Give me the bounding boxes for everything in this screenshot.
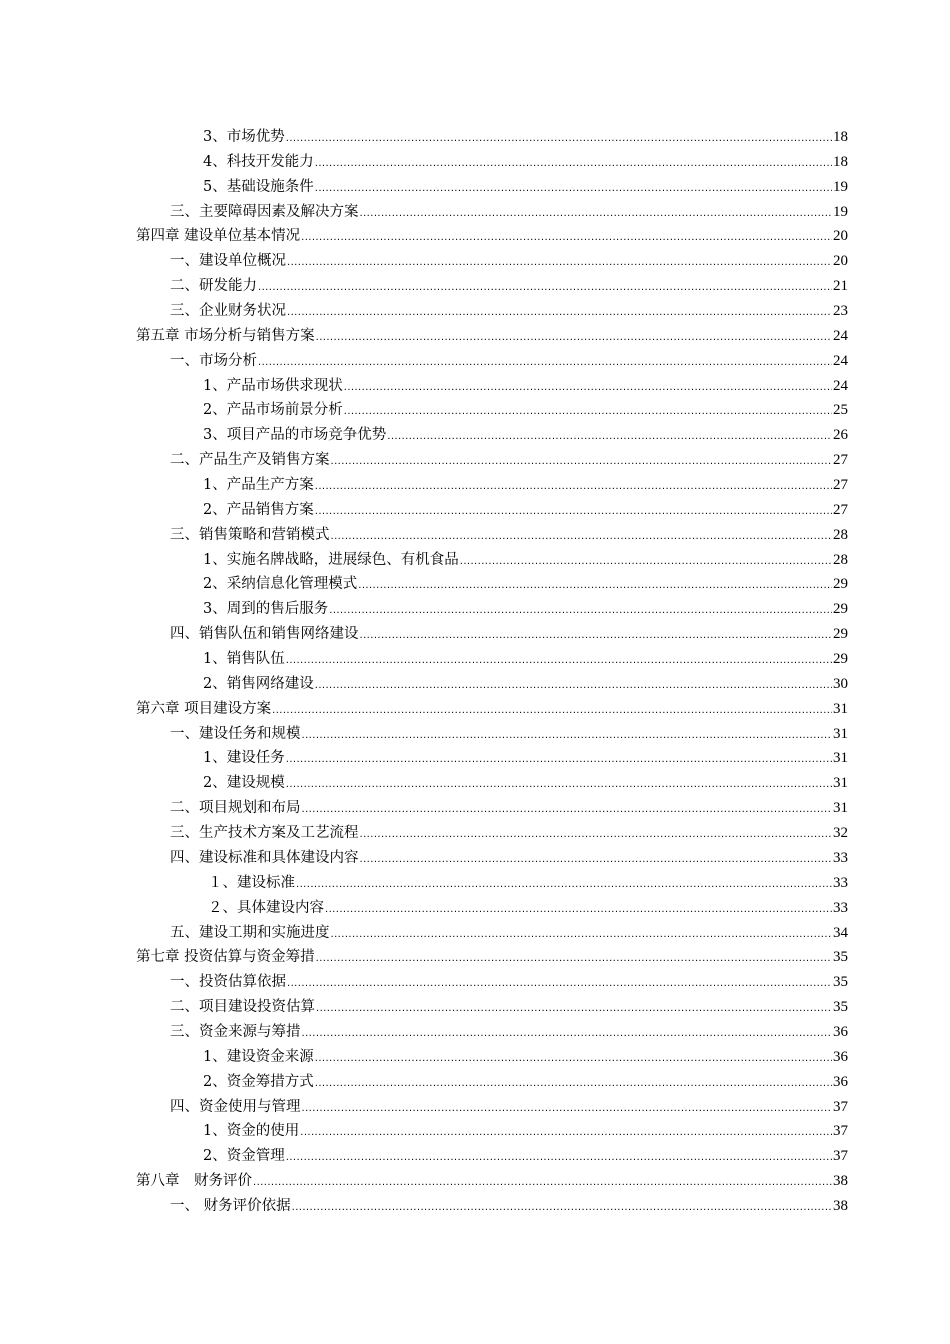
toc-entry[interactable] bbox=[0, 970, 848, 995]
toc-entry-label: 二、项目规划和布局 bbox=[170, 800, 301, 817]
toc-dot-leader bbox=[360, 823, 833, 848]
toc-page-number: 35 bbox=[833, 949, 848, 966]
toc-dot-leader bbox=[302, 724, 833, 749]
toc-entry[interactable] bbox=[0, 672, 848, 697]
toc-entry[interactable] bbox=[0, 125, 848, 150]
toc-page-number: 31 bbox=[833, 750, 848, 767]
toc-entry[interactable] bbox=[0, 647, 848, 672]
toc-entry-label: 1、资金的使用 bbox=[203, 1123, 300, 1140]
toc-entry-label: 四、建设标准和具体建设内容 bbox=[170, 849, 359, 866]
toc-dot-leader bbox=[286, 773, 832, 798]
toc-entry[interactable] bbox=[0, 423, 848, 448]
toc-entry-label: 3、市场优势 bbox=[203, 129, 285, 145]
toc-page-number: 33 bbox=[833, 874, 848, 891]
toc-page-number: 27 bbox=[833, 452, 848, 469]
toc-dot-leader bbox=[258, 351, 832, 376]
toc-page-number: 23 bbox=[833, 303, 848, 320]
toc-entry[interactable] bbox=[0, 1045, 848, 1070]
toc-entry-label: 1、建设资金来源 bbox=[203, 1048, 314, 1065]
toc-dot-leader bbox=[315, 475, 832, 500]
toc-entry-label: 四、销售队伍和销售网络建设 bbox=[170, 626, 359, 643]
toc-page-number: 31 bbox=[833, 775, 848, 792]
toc-entry[interactable] bbox=[0, 274, 848, 299]
toc-page-number: 31 bbox=[833, 700, 848, 717]
toc-entry[interactable] bbox=[0, 896, 848, 921]
toc-page-number: 38 bbox=[833, 1173, 848, 1190]
toc-entry[interactable] bbox=[0, 523, 848, 548]
toc-entry-label: 3、周到的售后服务 bbox=[203, 601, 329, 618]
toc-page-number: 31 bbox=[833, 800, 848, 817]
toc-page-number: 30 bbox=[833, 675, 848, 692]
toc-entry[interactable] bbox=[0, 572, 848, 597]
toc-page-number: 35 bbox=[833, 999, 848, 1016]
toc-entry[interactable] bbox=[0, 473, 848, 498]
toc-dot-leader bbox=[253, 1171, 832, 1196]
toc-dot-leader bbox=[287, 301, 832, 326]
toc-dot-leader bbox=[286, 748, 832, 773]
toc-entry[interactable] bbox=[0, 1020, 848, 1045]
toc-entry[interactable] bbox=[0, 249, 848, 274]
toc-entry-label: 一、市场分析 bbox=[170, 352, 257, 369]
toc-entry-label: 2、采纳信息化管理模式 bbox=[203, 576, 358, 593]
toc-dot-leader bbox=[331, 923, 833, 948]
toc-page-number: 36 bbox=[833, 1048, 848, 1065]
toc-page-number: 18 bbox=[833, 129, 848, 145]
toc-entry-label: 2、产品销售方案 bbox=[203, 501, 314, 518]
toc-dot-leader bbox=[387, 425, 832, 450]
toc-entry[interactable] bbox=[0, 1119, 848, 1144]
toc-dot-leader bbox=[287, 251, 832, 276]
toc-dot-leader bbox=[360, 848, 833, 873]
toc-dot-leader bbox=[315, 1072, 832, 1097]
toc-entry[interactable] bbox=[0, 299, 848, 324]
toc-page-number: 27 bbox=[833, 501, 848, 518]
toc-dot-leader bbox=[302, 1022, 833, 1047]
toc-entry[interactable] bbox=[0, 349, 848, 374]
toc-entry[interactable] bbox=[0, 398, 848, 423]
toc-entry-label: 三、销售策略和营销模式 bbox=[170, 526, 330, 543]
toc-page-number: 25 bbox=[833, 402, 848, 419]
toc-page-number: 33 bbox=[833, 849, 848, 866]
toc-dot-leader bbox=[286, 127, 832, 152]
toc-entry-label: 1、产品市场供求现状 bbox=[203, 377, 343, 394]
toc-entry-label: 4、科技开发能力 bbox=[203, 153, 314, 170]
toc-page-number: 29 bbox=[833, 651, 848, 668]
toc-entry-label: 3、项目产品的市场竞争优势 bbox=[203, 427, 387, 444]
toc-entry-label: 1、销售队伍 bbox=[203, 651, 285, 668]
toc-entry-label: 1、产品生产方案 bbox=[203, 477, 314, 494]
toc-dot-leader bbox=[292, 1196, 832, 1221]
toc-entry[interactable] bbox=[0, 871, 848, 896]
toc-entry-label: 第五章 市场分析与销售方案 bbox=[136, 327, 315, 344]
toc-page-number: 18 bbox=[833, 153, 848, 170]
toc-entry[interactable] bbox=[0, 821, 848, 846]
toc-entry-label: 三、生产技术方案及工艺流程 bbox=[170, 825, 359, 842]
toc-dot-leader bbox=[331, 525, 833, 550]
toc-page-number: 38 bbox=[833, 1197, 848, 1214]
toc-entry-label: 第四章 建设单位基本情况 bbox=[136, 228, 301, 245]
toc-page-number: 24 bbox=[833, 327, 848, 344]
toc-page-number: 21 bbox=[833, 278, 848, 295]
toc-dot-leader bbox=[286, 649, 832, 674]
toc-dot-leader bbox=[296, 873, 832, 898]
toc-dot-leader bbox=[301, 226, 832, 251]
toc-entry[interactable] bbox=[0, 374, 848, 399]
toc-page-number: 29 bbox=[833, 626, 848, 643]
toc-entry-label: 1、实施名牌战略，进展绿色、有机食品 bbox=[203, 551, 459, 568]
toc-page-number: 36 bbox=[833, 1073, 848, 1090]
toc-entry[interactable] bbox=[0, 846, 848, 871]
toc-entry-label: 三、资金来源与筹措 bbox=[170, 1023, 301, 1040]
toc-entry[interactable] bbox=[0, 796, 848, 821]
toc-entry[interactable] bbox=[0, 921, 848, 946]
toc-entry-label: 一、 财务评价依据 bbox=[170, 1197, 291, 1214]
toc-dot-leader bbox=[460, 550, 832, 575]
toc-entry-label: 1、建设任务 bbox=[203, 750, 285, 767]
toc-entry[interactable] bbox=[0, 1194, 848, 1219]
toc-page-number: 24 bbox=[833, 377, 848, 394]
toc-entry[interactable] bbox=[0, 1095, 848, 1120]
toc-entry[interactable] bbox=[0, 746, 848, 771]
toc-dot-leader bbox=[302, 1097, 833, 1122]
toc-page-number: 37 bbox=[833, 1148, 848, 1165]
toc-page-number: 19 bbox=[833, 203, 848, 220]
toc-entry-label: 2、产品市场前景分析 bbox=[203, 402, 343, 419]
toc-entry-label: 第七章 投资估算与资金筹措 bbox=[136, 949, 315, 966]
toc-dot-leader bbox=[287, 972, 832, 997]
toc-entry-label: 二、项目建设投资估算 bbox=[170, 999, 315, 1016]
toc-entry-label: 一、建设任务和规模 bbox=[170, 725, 301, 742]
toc-entry-label: 2、建设规模 bbox=[203, 775, 285, 792]
toc-entry-label: 四、资金使用与管理 bbox=[170, 1098, 301, 1115]
toc-entry[interactable] bbox=[0, 945, 848, 970]
table-of-contents bbox=[0, 125, 950, 1219]
toc-page-number: 28 bbox=[833, 551, 848, 568]
toc-entry[interactable] bbox=[0, 1070, 848, 1095]
toc-dot-leader bbox=[344, 400, 832, 425]
toc-dot-leader bbox=[331, 450, 833, 475]
toc-dot-leader bbox=[315, 500, 832, 525]
toc-dot-leader bbox=[272, 699, 832, 724]
toc-entry-label: 2、资金管理 bbox=[203, 1148, 285, 1165]
toc-page-number: 24 bbox=[833, 352, 848, 369]
toc-entry[interactable] bbox=[0, 175, 848, 200]
toc-entry-label: 一、投资估算依据 bbox=[170, 974, 286, 991]
toc-entry[interactable] bbox=[0, 324, 848, 349]
toc-entry[interactable] bbox=[0, 448, 848, 473]
toc-entry-label: 三、企业财务状况 bbox=[170, 303, 286, 320]
toc-entry-label: 二、研发能力 bbox=[170, 278, 257, 295]
toc-page-number: 28 bbox=[833, 526, 848, 543]
toc-dot-leader bbox=[329, 599, 832, 624]
toc-page-number: 20 bbox=[833, 228, 848, 245]
toc-entry[interactable] bbox=[0, 597, 848, 622]
toc-entry[interactable] bbox=[0, 1169, 848, 1194]
toc-entry-label: 第六章 项目建设方案 bbox=[136, 700, 272, 717]
toc-entry[interactable] bbox=[0, 200, 848, 225]
toc-entry-label: 2、资金筹措方式 bbox=[203, 1073, 314, 1090]
toc-dot-leader bbox=[302, 798, 833, 823]
toc-dot-leader bbox=[315, 152, 832, 177]
toc-entry[interactable] bbox=[0, 498, 848, 523]
toc-page-number: 31 bbox=[833, 725, 848, 742]
toc-dot-leader bbox=[325, 898, 832, 923]
toc-entry[interactable] bbox=[0, 995, 848, 1020]
toc-page-number: 36 bbox=[833, 1023, 848, 1040]
toc-entry-label: ２、具体建设内容 bbox=[208, 899, 324, 916]
toc-page-number: 26 bbox=[833, 427, 848, 444]
toc-entry-label: １、建设标准 bbox=[208, 874, 295, 891]
toc-entry-label: 二、产品生产及销售方案 bbox=[170, 452, 330, 469]
toc-entry[interactable] bbox=[0, 622, 848, 647]
toc-page-number: 33 bbox=[833, 899, 848, 916]
toc-entry[interactable] bbox=[0, 150, 848, 175]
toc-dot-leader bbox=[315, 674, 832, 699]
toc-dot-leader bbox=[315, 1047, 832, 1072]
toc-dot-leader bbox=[344, 376, 832, 401]
toc-page-number: 35 bbox=[833, 974, 848, 991]
toc-dot-leader bbox=[258, 276, 832, 301]
toc-entry[interactable] bbox=[0, 722, 848, 747]
toc-page-number: 37 bbox=[833, 1123, 848, 1140]
toc-entry[interactable] bbox=[0, 697, 848, 722]
toc-dot-leader bbox=[300, 1121, 832, 1146]
toc-dot-leader bbox=[316, 997, 832, 1022]
toc-dot-leader bbox=[316, 326, 832, 351]
toc-entry[interactable] bbox=[0, 771, 848, 796]
toc-entry-label: 第八章 财务评价 bbox=[136, 1173, 252, 1190]
toc-page-number: 29 bbox=[833, 576, 848, 593]
toc-dot-leader bbox=[360, 624, 833, 649]
toc-dot-leader bbox=[286, 1146, 832, 1171]
toc-dot-leader bbox=[316, 947, 832, 972]
toc-entry-label: 五、建设工期和实施进度 bbox=[170, 924, 330, 941]
toc-entry[interactable] bbox=[0, 548, 848, 573]
toc-page-number: 19 bbox=[833, 178, 848, 195]
toc-entry-label: 三、主要障碍因素及解决方案 bbox=[170, 203, 359, 220]
toc-page-number: 37 bbox=[833, 1098, 848, 1115]
toc-entry[interactable] bbox=[0, 224, 848, 249]
toc-page-number: 20 bbox=[833, 253, 848, 270]
toc-dot-leader bbox=[358, 574, 832, 599]
toc-dot-leader bbox=[315, 177, 832, 202]
toc-entry-label: 一、建设单位概况 bbox=[170, 253, 286, 270]
toc-entry-label: 5、基础设施条件 bbox=[203, 178, 314, 195]
toc-page-number: 34 bbox=[833, 924, 848, 941]
toc-page-number: 32 bbox=[833, 825, 848, 842]
toc-entry[interactable] bbox=[0, 1144, 848, 1169]
toc-dot-leader bbox=[360, 202, 833, 227]
toc-entry-label: 2、销售网络建设 bbox=[203, 675, 314, 692]
toc-page-number: 27 bbox=[833, 477, 848, 494]
toc-page-number: 29 bbox=[833, 601, 848, 618]
